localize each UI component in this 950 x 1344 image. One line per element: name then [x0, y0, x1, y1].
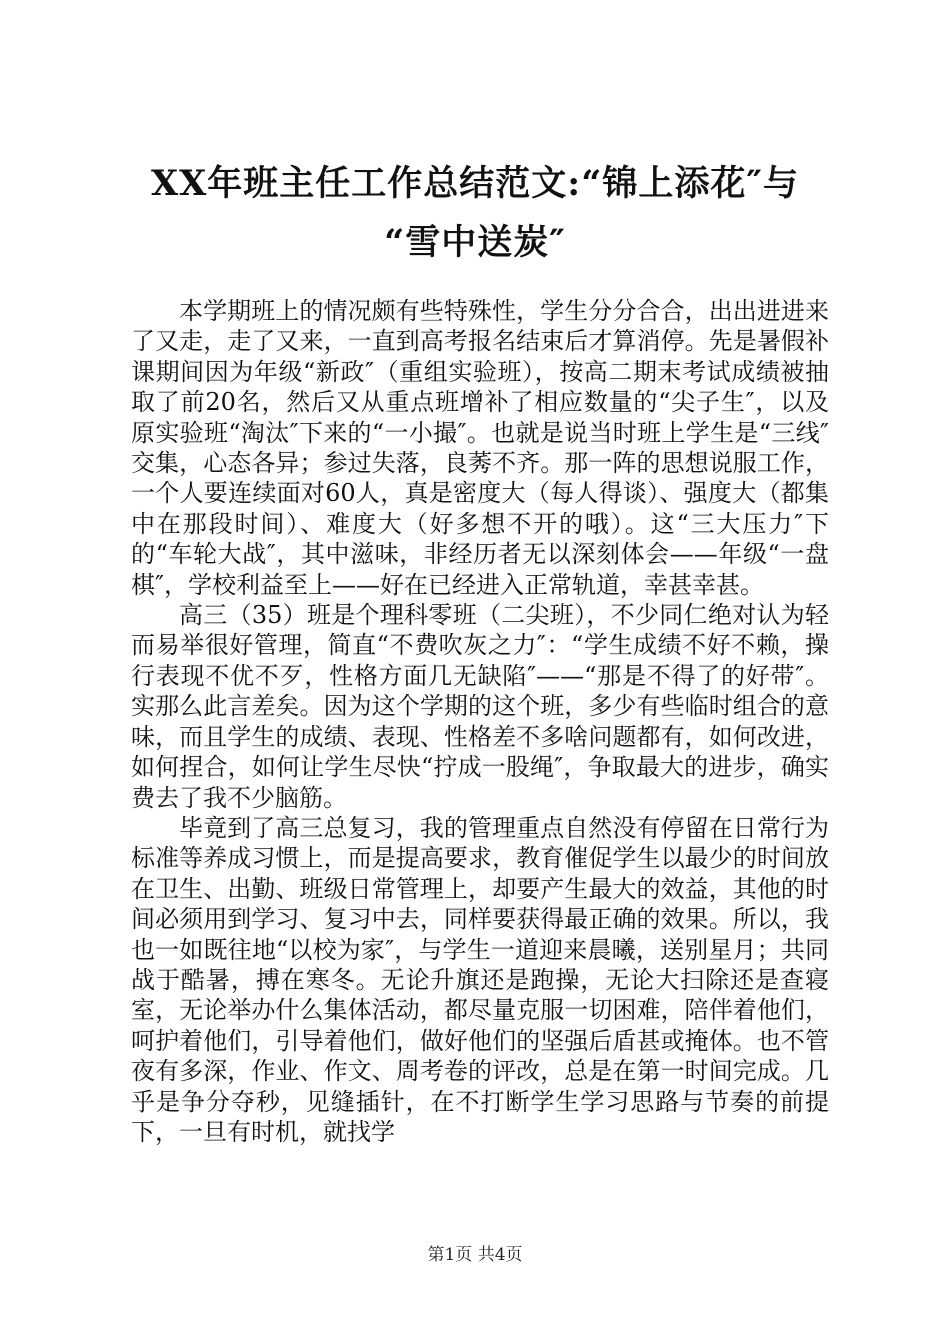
page-number-footer: 第1页 共4页	[427, 1245, 523, 1265]
paragraph-2: 高三（35）班是个理科零班（二尖班），不少同仁绝对认为轻而易举很好管理，简直“不费吹灰之力″：“学生成绩不好不赖，操行表现不优不歹，性格方面几无缺陷″——“那是不得了的好带″。实那么此言差矣。因为这个学期的这个班，多少有些临时组合的意味，而且学生的成绩、表现、性格差不多啥问题都有，如何改进，如何捏合，如何让学生尽快“拧成一股绳″，争取最大的进步，确实费去了我不少脑筋。	[131, 601, 829, 812]
paragraph-1: 本学期班上的情况颇有些特殊性，学生分分合合，出出进进来了又走，走了又来，一直到高考报名结束后才算消停。先是暑假补课期间因为年级“新政″（重组实验班），按高二期末考试成绩被抽取了前20名，然后又从重点班增补了相应数量的“尖子生″，以及原实验班“淘汰″下来的“一小撮″。也就是说当时班上学生是“三线″交集，心态各异；参过失落，良莠不齐。那一阵的思想说服工作，一个人要连续面对60人，真是密度大（每人得谈）、强度大（都集中在那段时间）、难度大（好多想不开的哦）。这“三大压力″下的“车轮大战″，其中滋味，非经历者无以深刻体会——年级“一盘棋″，学校利益至上——好在已经进入正常轨道，幸甚幸甚。	[131, 297, 829, 599]
document-title-line-1: XX年班主任工作总结范文:“锦上添花″与	[150, 163, 799, 204]
paragraph-3: 毕竟到了高三总复习，我的管理重点自然没有停留在日常行为标准等养成习惯上，而是提高要求，教育催促学生以最少的时间放在卫生、出勤、班级日常管理上，却要产生最大的效益，其他的时间必须用到学习、复习中去，同样要获得最正确的效果。所以，我也一如既往地“以校为家″，与学生一道迎来晨曦，送别星月；共同战于酷暑，搏在寒冬。无论升旗还是跑操，无论大扫除还是查寝室，无论举办什么集体活动，都尽量克服一切困难，陪伴着他们，呵护着他们，引导着他们，做好他们的坚强后盾甚或掩体。也不管夜有多深，作业、作文、周考卷的评改，总是在第一时间完成。几乎是争分夺秒，见缝插针，在不打断学生学习思路与节奏的前提下，一旦有时机，就找学	[131, 813, 829, 1146]
document-body	[131, 296, 829, 1147]
document-title-line-2: “雪中送炭″	[384, 222, 566, 263]
